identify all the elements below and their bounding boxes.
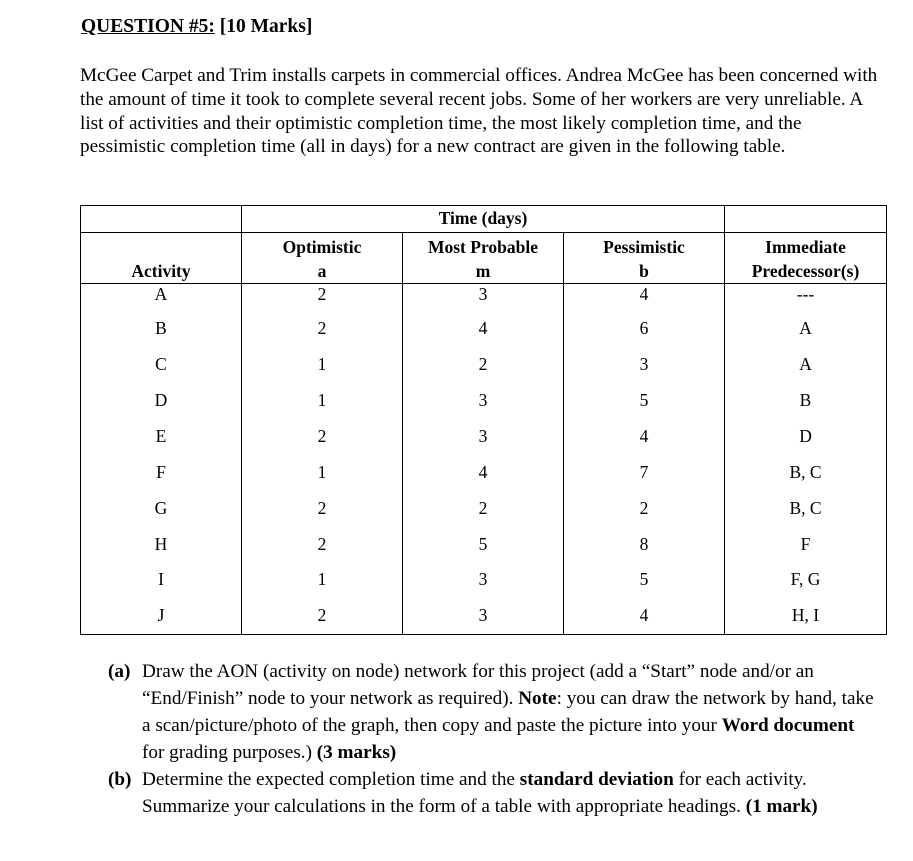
table-row [81,347,887,383]
pessimistic-cell: 2 [564,490,725,526]
predecessor-header: Immediate Predecessor(s) [725,232,887,283]
activity-cell: A [81,283,242,310]
predecessor-cell: F [725,526,887,562]
question-heading [81,16,312,38]
activity-cell: I [81,562,242,598]
optimistic-cell: 1 [242,347,403,383]
table-row [81,598,887,635]
question-parts [108,658,878,820]
most-probable-cell: 3 [403,418,564,454]
time-days-header: Time (days) [242,206,725,233]
predecessor-cell: A [725,311,887,347]
table-row [81,283,887,310]
predecessor-cell: B [725,382,887,418]
question-number: QUESTION #5: [81,16,215,37]
table-row [81,418,887,454]
most-probable-cell: 4 [403,311,564,347]
pessimistic-cell: 4 [564,283,725,310]
activity-header: Activity [81,232,242,283]
table-column-header-row [81,232,887,283]
pessimistic-cell: 8 [564,526,725,562]
activity-cell: C [81,347,242,383]
activity-cell: E [81,418,242,454]
pessimistic-cell: 4 [564,418,725,454]
part-a-label: (a) [108,661,131,682]
pessimistic-cell: 7 [564,454,725,490]
optimistic-cell: 1 [242,382,403,418]
most-probable-cell: 3 [403,598,564,635]
most-probable-header: Most Probable m [403,232,564,283]
activity-cell: H [81,526,242,562]
pessimistic-cell: 4 [564,598,725,635]
most-probable-cell: 3 [403,382,564,418]
part-b [108,766,878,820]
predecessor-cell: B, C [725,490,887,526]
part-a-text: Draw the AON (activity on node) network for this project (add a “Start” node and/or an “End/Finish” node to your network as required). Note: you can draw the network by hand, take a scan/picture/photo of the graph, then copy and paste the picture into your Word document for grading purposes.) (3 marks) [142,661,874,763]
part-b-label: (b) [108,769,132,790]
table-group-header-row [81,206,887,233]
header-empty-cell [81,206,242,233]
predecessor-cell: D [725,418,887,454]
table-row [81,490,887,526]
predecessor-cell: F, G [725,562,887,598]
part-b-text: Determine the expected completion time and the standard deviation for each activity. Summarize your calculations in the form of a table with appropriate headings. (1 mark) [142,769,818,817]
optimistic-cell: 1 [242,454,403,490]
activity-cell: F [81,454,242,490]
predecessor-cell: H, I [725,598,887,635]
most-probable-cell: 4 [403,454,564,490]
table-row [81,562,887,598]
most-probable-cell: 2 [403,347,564,383]
optimistic-header: Optimistic a [242,232,403,283]
most-probable-cell: 3 [403,562,564,598]
predecessor-cell: B, C [725,454,887,490]
activity-time-table [80,205,887,635]
most-probable-cell: 2 [403,490,564,526]
table-row [81,382,887,418]
optimistic-cell: 2 [242,311,403,347]
pessimistic-cell: 6 [564,311,725,347]
pessimistic-cell: 5 [564,562,725,598]
predecessor-cell: --- [725,283,887,310]
optimistic-cell: 2 [242,418,403,454]
predecessor-cell: A [725,347,887,383]
question-marks: [10 Marks] [214,16,313,37]
activity-cell: G [81,490,242,526]
optimistic-cell: 2 [242,598,403,635]
pessimistic-header: Pessimistic b [564,232,725,283]
intro-paragraph: McGee Carpet and Trim installs carpets in commercial offices. Andrea McGee has been concerned with the amount of time it took to complete several recent jobs. Some of her workers are very unreliable. A list of activities and their optimistic completion time, the most likely completion time, and the pessimistic completion time (all in days) for a new contract are given in the following table. [80,65,878,158]
pessimistic-cell: 5 [564,382,725,418]
most-probable-cell: 5 [403,526,564,562]
activity-cell: J [81,598,242,635]
optimistic-cell: 1 [242,562,403,598]
optimistic-cell: 2 [242,526,403,562]
optimistic-cell: 2 [242,490,403,526]
pessimistic-cell: 3 [564,347,725,383]
most-probable-cell: 3 [403,283,564,310]
table-row [81,454,887,490]
table-row [81,526,887,562]
table-row [81,311,887,347]
part-a [108,658,878,766]
activity-cell: D [81,382,242,418]
activity-cell: B [81,311,242,347]
optimistic-cell: 2 [242,283,403,310]
header-empty-cell [725,206,887,233]
